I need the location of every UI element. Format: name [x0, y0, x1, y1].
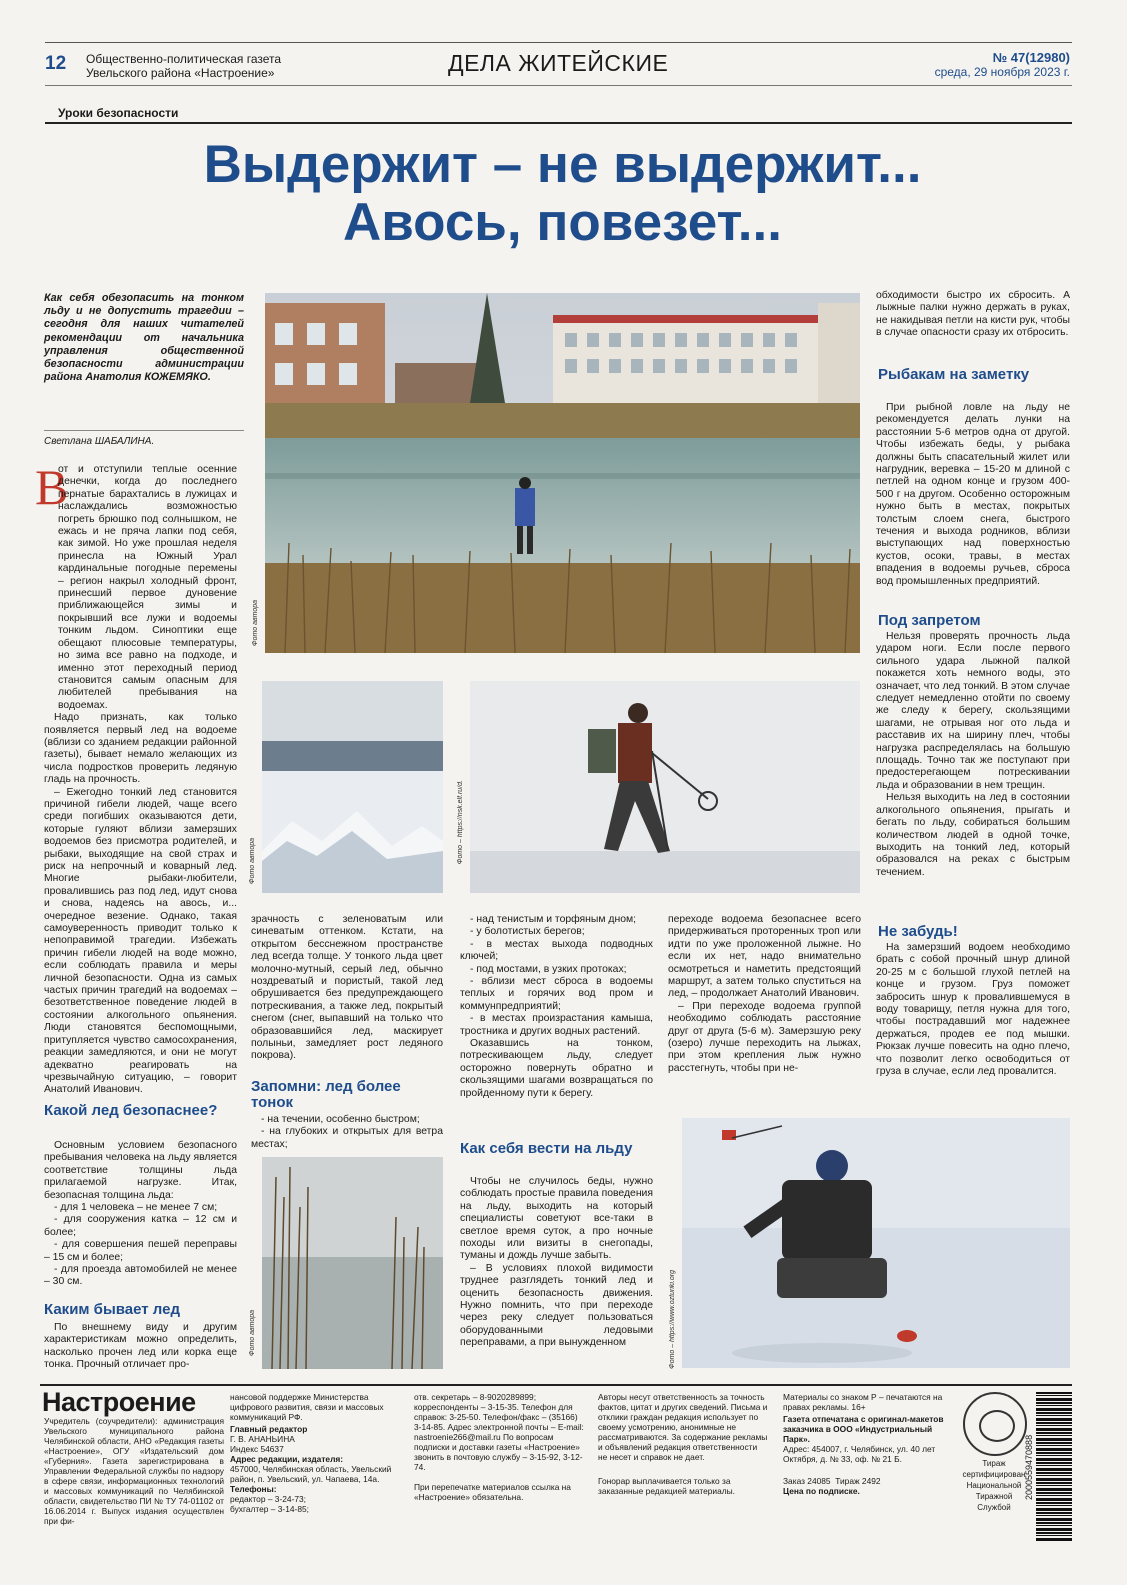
column-3-body	[460, 914, 653, 1132]
footer-f5-bold: Газета отпечатана с оригинал-макетов заказчика в ООО «Индустриальный Парк».	[783, 1414, 944, 1444]
headline-line-1: Выдержит – не выдержит...	[203, 135, 922, 194]
fisherman-image	[682, 1118, 1070, 1368]
circulation-seal-icon	[963, 1392, 1027, 1456]
subhead-fishermen: Рыбакам на заметку	[878, 366, 1030, 383]
column-4-body	[668, 914, 861, 1104]
footer-phone-2: бухгалтер – 3-14-85;	[230, 1504, 309, 1514]
footer-editor	[230, 1392, 398, 1542]
col4-p2: – При переходе водоема группой необходимо соблюдать расстояние друг от друга (5-6 м). Замерзшую реку (озеро) лучше переходить на лыжах, при этом крепления лыж нужно расстегнуть, чтобы при не-	[668, 1000, 861, 1074]
column-5-fishermen-body	[876, 402, 1070, 600]
footer-founder	[44, 1416, 224, 1540]
footer-price: Цена по подписке.	[783, 1486, 860, 1496]
subhead-ice-kinds: Каким бывает лед	[44, 1301, 180, 1318]
shore-image	[262, 681, 443, 893]
footer-f5: Материалы со знаком Р – печатаются на правах рекламы. 16+	[783, 1392, 943, 1412]
footer-responsibility	[598, 1392, 768, 1542]
col4-p1: переходе водоема безопаснее всего придерживаться проторенных троп или идти по уже проложенной лыжне. Но если их нет, надо внимательно осмотреться и наметить предстоящий маршрут, а затем только спуститься на лед, – продолжает Анатолий Иванович.	[668, 914, 861, 1000]
paper-line-2: Увельского района «Настроение»	[86, 66, 275, 80]
col5-p1: При рыбной ловле на льду не рекомендуется делать лунки на расстоянии 5-6 метров одна от другой. Чтобы избежать беды, у рыбака должны быть спасательный жилет или нагрудник, веревка – 15-20 м длиной с петлей на одном конце и грузом 400-500 г на другом. Особенно осторожным нужно быть в местах, покрытых толстым слоем снега, быстрого течения и выхода родников, вблизи выступающих над поверхностью кустов, осоки, травы, в местах впадения в водоемы ручьев, сброса вод промышленных предприятий.	[876, 402, 1070, 587]
footer-contacts	[414, 1392, 584, 1542]
footer-address-label: Адрес редакции, издателя:	[230, 1454, 344, 1464]
footer-order: Заказ 24085	[783, 1476, 831, 1486]
issue-number: № 47(12980)	[992, 50, 1070, 65]
footer-index: Индекс 54637	[230, 1444, 284, 1454]
col1-l4: - для проезда автомобилей не менее – 30 см.	[44, 1264, 237, 1288]
column-5-top	[876, 290, 1070, 356]
drop-cap: В	[35, 459, 69, 515]
col3-l5: - вблизи мест сброса в водоемы теплых и горячих вод пром и коммунпредприятий;	[460, 976, 653, 1012]
paper-line-1: Общественно-политическая газета	[86, 52, 282, 66]
section-title: ДЕЛА ЖИТЕЙСКИЕ	[448, 50, 669, 76]
col1-l1: - для 1 человека – не менее 7 см;	[54, 1202, 218, 1214]
col2-l2: - на глубоких и открытых для ветра местах;	[251, 1126, 443, 1150]
col3-p1: Оказавшись на тонком, потрескивающем льду, следует осторожно повернуть обратно и скользящими шагами возвращаться по пройденному пути к берегу.	[460, 1038, 653, 1099]
col1-p5: По внешнему виду и другим характеристикам можно определить, насколько прочен лед или корка еще тонка. Прочный отличает про-	[44, 1322, 237, 1370]
footer-f4: Авторы несут ответственность за точность фактов, цитат и других сведений. Письма и отклики граждан редакция использует по своему усмотрению, анонимные не рассматриваются. За содержание рекламы и объявлений редакция ответственности не несет и справок не дает.	[598, 1392, 768, 1462]
column-2-body	[251, 914, 443, 1068]
top-rule	[45, 42, 1072, 43]
footer-f5-address: Адрес: 454007, г. Челябинск, ул. 40 лет Октября, д. № 33, оф. № 21 Б.	[783, 1444, 936, 1464]
col5-p4: На замерзший водоем необходимо брать с собой прочный шнур длиной 20-25 м с большой глухой петлей на конце и грузом. Груз поможет забросить шнур к провалившемуся в воду товарищу, петля нужна для того, чтобы пострадавший мог надежнее держаться, продев ее под мышки. Рюкзак лучше повесить на одно плечо, что позволит легко освободиться от груза в случае, если лед провалится.	[876, 942, 1070, 1078]
lead-rule	[44, 430, 244, 431]
footer-f3b: При перепечатке материалов ссылка на «Настроение» обязательна.	[414, 1482, 571, 1502]
issue-date: среда, 29 ноября 2023 г.	[934, 65, 1070, 79]
headline	[40, 136, 1085, 252]
subhead-remember: Запомни: лед более тонок	[251, 1078, 401, 1111]
pond-image	[265, 293, 860, 653]
photo-reeds	[262, 1157, 443, 1369]
column-1-body	[44, 464, 237, 1098]
col1-p4: Основным условием безопасного пребывания человека на льду является соответствие толщины льда прилагаемой нагрузке. Итак, безопасная толщина льда:	[44, 1140, 237, 1201]
col1-p2: Надо признать, как только появляется первый лед на водоеме (вблизи со зданием редакции районной газеты), бывает немало желающих из числа подростков проверить ледяную гладь на прочность.	[44, 712, 237, 786]
column-1-ice-body	[44, 1140, 237, 1294]
col3-l2: - у болотистых берегов;	[470, 926, 585, 938]
footer-print-run: Тираж 2492	[835, 1476, 881, 1486]
caption-photo-1: Фото автора	[252, 600, 259, 646]
col1-l3: - для совершения пешей переправы – 15 см и более;	[44, 1239, 237, 1263]
col2-p1: зрачность с зеленоватым или синеватым оттенком. Кстати, на открытом бесснежном пространстве лед всегда толще. У тонкого льда цвет молочно-мутный, серый лед, обычно ноздреватый и пористый, такой лед обрушивается без предупреждающего потрескивания, а также лед, покрытый снегом (снег, выпавший на только что образовавшийся лед, маскирует полыньи, замедляет рост ледяного покрова).	[251, 914, 443, 1062]
seal-caption: Тираж сертифицирован Национальной Тиражной Службой	[962, 1459, 1026, 1512]
headline-line-2: Авось, повезет...	[343, 193, 782, 252]
subhead-dont-forget: Не забудь!	[878, 923, 958, 940]
column-5-dont-forget-body	[876, 942, 1070, 1088]
col3-p3: – В условиях плохой видимости труднее разглядеть тонкий лед и оценить безопасность движения. Нужно помнить, что при переходе через реку следует пользоваться оборудованными ледовыми переправами, а при вынужденном	[460, 1262, 653, 1349]
caption-photo-3: Фото – https://nsk.elf.ru/d.	[457, 780, 464, 865]
col3-l6: - в местах произрастания камыша, тростника и других водных растений.	[460, 1013, 653, 1037]
col2-l1: - на течении, особенно быстром;	[261, 1114, 420, 1125]
photo-pond	[265, 293, 860, 653]
col3-l3: - в местах выхода подводных ключей;	[460, 938, 653, 963]
footer-phone-1: редактор – 3-24-73;	[230, 1494, 306, 1504]
col1-p3: – Ежегодно тонкий лед становится причиной гибели людей, чаще всего среди погибших оказываются дети, которые гуляют вблизи замерзших водоемов без присмотра родителей, и рыбаки, выходящие на свой страх и риск на непрочный и коварный лед. Многие рыбаки-любители, провалившись раз под лед, идут снова и снова, надеясь на авось, и... очередное везение. Однако, такая самоуверенность приводит только к непоправимой трагедии. Избежать причин гибели людей на воде можно, если соблюдать правила и меры личной безопасности. Одна из самых частых причин трагедий на водоемах – безответственное поведение людей в состоянии алкогольного опьянения. Люди становятся беспомощными, притупляется чувство самосохранения, реакции замедляются, и они не могут адекватно реагировать на чрезвычайную ситуацию, – говорит Анатолий Иванович.	[44, 786, 237, 1096]
column-3-behavior-body	[460, 1176, 653, 1370]
footer-editor-label: Главный редактор	[230, 1424, 308, 1434]
caption-photo-5: Фото – https://www.ozturiki.org	[669, 1270, 676, 1369]
photo-snowy-shore	[262, 681, 443, 893]
paper-name	[86, 52, 281, 80]
footer-f2: нансовой поддержке Министерства цифрового развития, связи и массовых коммуникаций РФ.	[230, 1392, 384, 1422]
col5-p2: Нельзя проверять прочность льда ударом ноги. Если после первого сильного удара лыжной палкой покажется хоть немного воды, это означает, что лед тонкий. В этом случае следует немедленно отойти по своему же следу к берегу, скользящими шагами, не отрывая ног ото льда и расставив их на ширину плеч, чтобы нагрузка распределялась на большую площадь. Точно так же поступают при предостерегающем потрескивании льда и образовании в нем трещин.	[876, 631, 1070, 791]
col3-l4: - под мостами, в узких протоках;	[470, 963, 627, 975]
caption-photo-2: Фото автора	[249, 838, 256, 884]
column-5-forbidden-body	[876, 631, 1070, 915]
col1-p1: от и отступили теплые осенние денечки, когда до последнего пернатые барахтались в лужицах и наслаждались возможностью погреть брюшко под солнышком, не ежась и не пряча лапки под себя, как зимой. Но уже прошлая неделя принесла на Южный Урал кардинальные погодные перемены – регион накрыл холодный фронт, принесший первое дуновение приближающейся зимы и покрывший все лужи и водоемы тонким льдом. Синоптики еще обещают плюсовые температуры, но зима все равно на подходе, и именно этот переходный период становится самым опасным для любителей пребывания на водоемах.	[58, 464, 237, 711]
rubric: Уроки безопасности	[58, 106, 179, 120]
subhead-behavior: Как себя вести на льду	[460, 1140, 633, 1157]
column-2-list	[251, 1114, 443, 1154]
caption-photo-4: Фото автора	[249, 1310, 256, 1356]
walking-image	[470, 681, 860, 893]
col5-p0: обходимости быстро их сбросить. А лыжные палки нужно держать в руках, не накидывая петли на кисти рук, чтобы в случае опасности сразу их отбросить.	[876, 290, 1070, 339]
footer-address: 457000, Челябинская область, Увельский район, п. Увельский, ул. Чапаева, 14а.	[230, 1464, 392, 1484]
photo-ice-fisherman	[682, 1118, 1070, 1368]
barcode-icon	[1036, 1392, 1072, 1542]
footer-logo: Настроение	[42, 1387, 196, 1417]
subhead-forbidden: Под запретом	[878, 612, 981, 629]
rubric-rule	[45, 122, 1072, 124]
footer-editor-name: Г. В. АНАНЬИНА	[230, 1434, 295, 1444]
footer-f3: отв. секретарь – 8-9020289899; корреспонденты – 3-15-35. Телефон для справок: 3-25-50. Телефон/факс – (35166) 3-14-85. Адрес электронной почты – E-mail: nastroenie266@mail.ru По вопросам подписки и доставки газеты «Настроение» звонить в почтовую службу – 3-15-92, 3-12-74.	[414, 1392, 584, 1472]
lead: Как себя обезопасить на тонком льду и не допустить трагедии – сегодня для наших читателей рекомендации от начальника управления общественной безопасности администрации района Анатолия КОЖЕМЯКО.	[44, 292, 244, 384]
page-number: 12	[45, 53, 67, 74]
footer-phones-label: Телефоны:	[230, 1484, 277, 1494]
reeds-image	[262, 1157, 443, 1369]
subhead-ice-safe: Какой лед безопаснее?	[44, 1102, 218, 1119]
col5-p3: Нельзя выходить на лед в состоянии алкогольного опьянения, прыгать и бегать по льду, собираться большим количеством людей в одной точке, выходить на тонкий лед, который образовался на реках с быстрым течением.	[876, 792, 1070, 878]
footer-f4b: Гонорар выплачивается только за заказанные редакцией материалы.	[598, 1476, 735, 1496]
footer-print	[783, 1392, 953, 1542]
header-rule	[45, 85, 1072, 86]
footer-f1: Учредитель (соучредители): администрация Увельского муниципального района Челябинской области, АНО «Редакция газеты «Настроение», ОГУ «Издательский дом «Губерния». Газета зарегистрирована в Управлении Федеральной службы по надзору в сфере связи, информационных технологий и массовых коммуникаций по Челябинской области, свидетельство ПИ № ТУ 74-01102 от 16.06.2014 г. Выпуск издания осуществлен при фи-	[44, 1416, 224, 1526]
col1-l2: - для сооружения катка – 12 см и более;	[44, 1214, 237, 1238]
barcode-number: 2000559470888	[1024, 1434, 1034, 1500]
photo-fisherman-walking	[470, 681, 860, 893]
col3-l1: - над тенистым и торфяным дном;	[470, 914, 637, 925]
author: Светлана ШАБАЛИНА.	[44, 436, 155, 447]
col3-p2: Чтобы не случилось беды, нужно соблюдать простые правила поведения на льду, выходить на который специалисты советуют все-таки в светлое время суток, а про ночные походы или визиты в снегопады, туманы и дождь лучше забыть.	[460, 1176, 653, 1262]
footer-rule	[40, 1384, 1072, 1386]
column-1-kinds-body	[44, 1322, 237, 1370]
